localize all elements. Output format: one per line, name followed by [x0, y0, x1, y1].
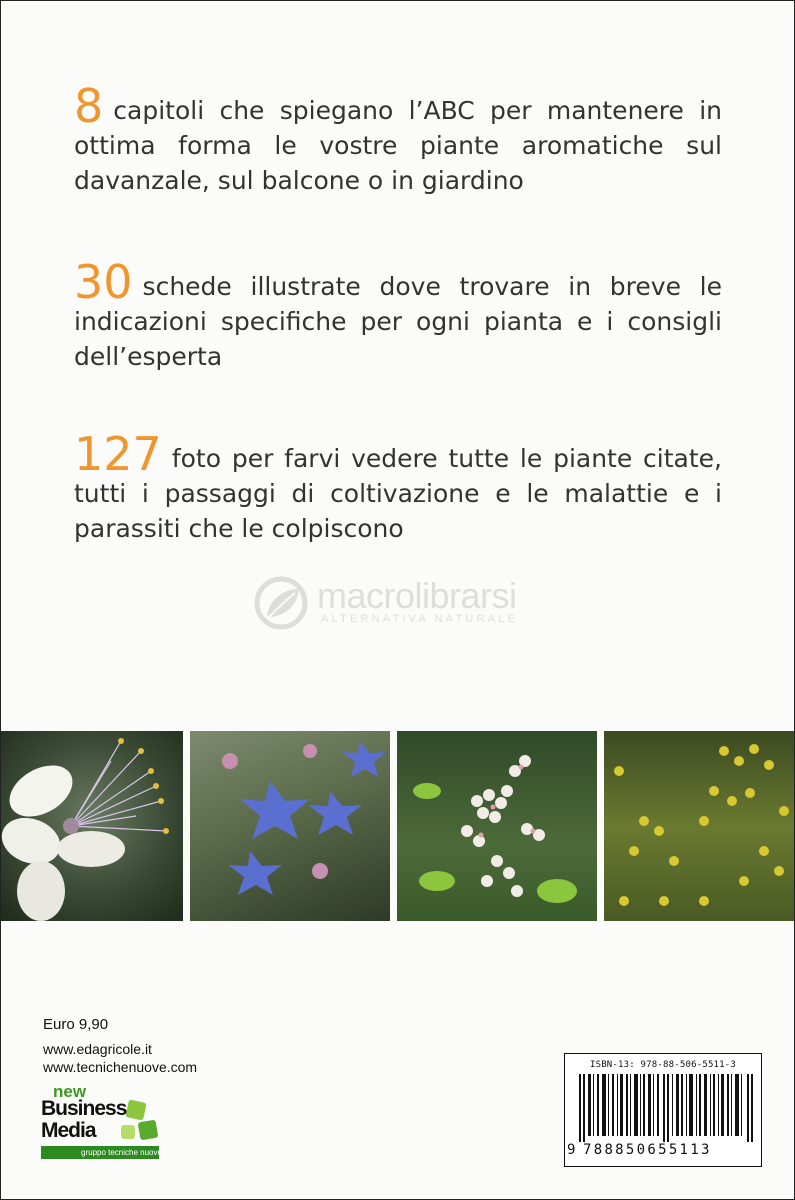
feature-text: capitoli che spiegano l’ABC per mantenere in ottima forma le vostre piante aromatiche sul davanzale, sul balcone o in giardino [74, 96, 722, 195]
isbn-label: ISBN-13: 978-88-506-5511-3 [589, 1060, 737, 1070]
logo-new: new [53, 1082, 87, 1101]
feature-text: schede illustrate dove trovare in breve le indicazioni specifiche per ogni pianta e i consigli dell’esperta [74, 272, 722, 371]
feature-number: 30 [74, 255, 133, 309]
feature-number: 127 [74, 427, 162, 481]
watermark [251, 573, 551, 629]
photo-oregano-flowers [397, 731, 597, 921]
logo-group-bar [41, 1146, 162, 1159]
feature-photos [74, 427, 722, 546]
publisher-url-edagricole: www.edagricole.it [43, 1041, 152, 1057]
feature-sheets [74, 255, 722, 374]
logo-business: Business [41, 1097, 127, 1120]
barcode-bars-icon [579, 1074, 755, 1142]
price-label: Euro 9,90 [43, 1016, 109, 1033]
logo-media: Media [41, 1119, 96, 1142]
publisher-logo [41, 1083, 163, 1161]
leaf-logo-icon [253, 575, 309, 631]
publisher-url-tecnichenuove: www.tecnichenuove.com [43, 1059, 198, 1075]
logo-square-icon [121, 1125, 135, 1139]
photo-borage-flowers [190, 731, 390, 921]
feature-text: foto per farvi vedere tutte le piante citate, tutti i passaggi di coltivazione e le malattie e i parassiti che le colpiscono [74, 444, 722, 543]
photo-rue-flowers [604, 731, 794, 921]
watermark-tagline: ALTERNATIVA NATURALE [321, 613, 519, 625]
feature-number: 8 [74, 79, 104, 133]
ean-digits: 788850655113 [583, 1142, 712, 1158]
logo-square-icon [138, 1120, 159, 1141]
watermark-brand: macrolibrarsi [317, 575, 517, 616]
ean-first-digit: 9 [567, 1142, 576, 1158]
barcode [564, 1053, 762, 1167]
feature-chapters [74, 79, 722, 198]
logo-square-icon [125, 1099, 146, 1120]
photo-strip [1, 731, 794, 921]
logo-group-text: gruppo tecniche nuove [81, 1148, 162, 1157]
photo-caper-flower [1, 731, 183, 921]
